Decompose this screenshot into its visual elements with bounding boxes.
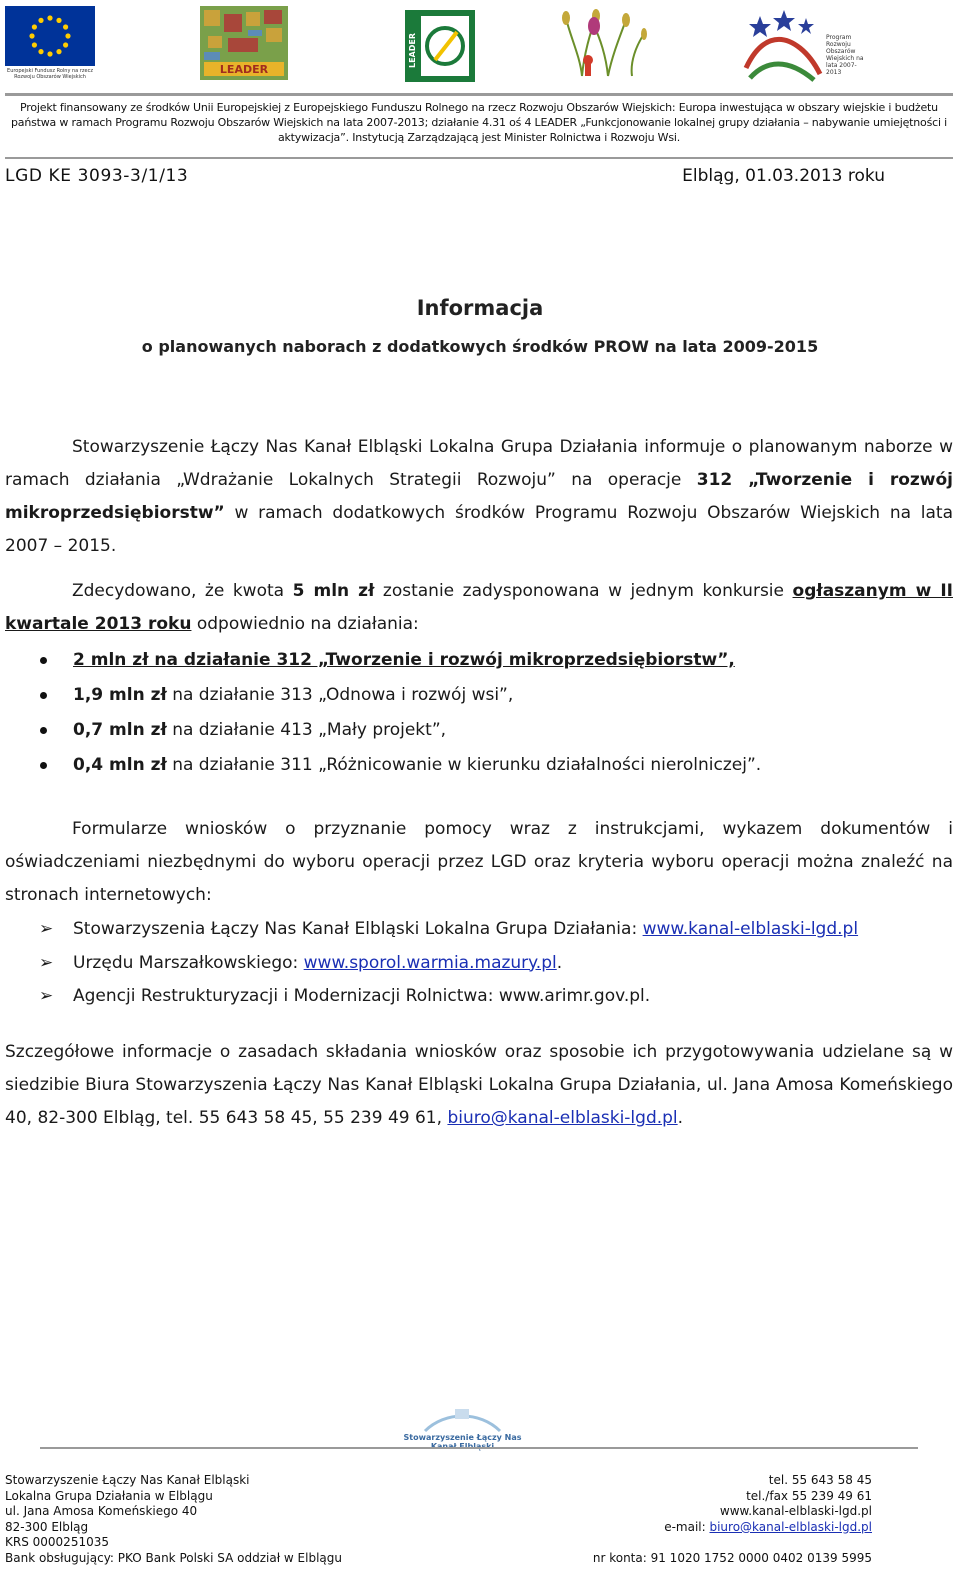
document-title: Informacja [416, 296, 544, 320]
operation-name: 312 „Tworzenie i rozwój mikroprzedsiębiorstw” [5, 470, 953, 523]
prow-caption: Program Rozwoju Obszarów Wiejskich na lata 2007-2013 [826, 34, 864, 76]
footer-city: 82-300 Elbląg [5, 1519, 89, 1534]
header-bottom-rule [5, 157, 953, 159]
footer-org-name: Stowarzyszenie Łączy Nas Kanał Elbląski [5, 1473, 250, 1487]
allocation-item [5, 713, 953, 748]
footer-address [5, 1473, 342, 1567]
footer-org-subname: Lokalna Grupa Działania w Elblągu [5, 1488, 213, 1503]
total-amount: 5 mln zł [292, 581, 375, 601]
project-funding-note: Projekt finansowany ze środków Unii Europejskiej z Europejskiego Funduszu Rolnego na rzecz Rozwoju Obszarów Wiejskich: Europa inwestująca w obszary wiejskie i budżetu państwa w ramach Programu Rozwoju Obszarów Wiejskich na lata 2007-2013; działanie 4.31 oś 4 LEADER „Funkcjonowanie lokalnej grupy działania – nabywanie umiejętności i aktywizacja”. Instytucją Zarządzającą jest Minister Rolnictwa i Rozwoju Wsi. [11, 101, 947, 144]
eu-fund-caption: Europejski Fundusz Rolny na rzecz Rozwoju Obszarów Wiejskich [7, 68, 93, 80]
document-date: Elbląg, 01.03.2013 roku [682, 166, 885, 186]
forms-text: Formularze wniosków o przyznanie pomocy wraz z instrukcjami, wykazem dokumentów i oświadczeniami niezbędnymi do wyboru operacji przez LGD oraz kryteria wyboru operacji można znaleźć na stronach internetowych: [5, 819, 953, 905]
bullet-icon [40, 727, 47, 734]
website-item [5, 913, 953, 947]
budget-paragraph [5, 575, 953, 641]
allocation-description: na działanie 311 „Różnicowanie w kierunku działalności nierolniczej”. [166, 755, 762, 775]
contact-text: Szczegółowe informacje o zasadach składania wniosków oraz sposobie ich przygotowywania udzielane są w siedzibie Biura Stowarzyszenia Łączy Nas Kanał Elbląski Lokalna Grupa Działania, ul. Jana Amosa Komeńskiego 40, 82-300 Elbląg, tel. 55 643 58 45, 55 239 49 61, [5, 1042, 953, 1128]
footer-website: www.kanal-elblaski-lgd.pl [719, 1504, 872, 1519]
website-list [5, 913, 953, 1014]
allocation-item [5, 748, 953, 783]
footer-email-link[interactable]: biuro@kanal-elblaski-lgd.pl [709, 1519, 872, 1534]
allocation-amount: 0,7 mln zł [73, 720, 167, 740]
website-label: Stowarzyszenia Łączy Nas Kanał Elbląski Lokalna Grupa Działania: [73, 919, 643, 939]
website-label: Urzędu Marszałkowskiego: [73, 952, 304, 973]
allocation-list [5, 643, 953, 783]
arrow-bullet-icon: ➢ [39, 952, 54, 973]
footer-bank: Bank obsługujący: PKO Bank Polski SA oddział w Elblągu [5, 1550, 342, 1565]
contact-email-link[interactable]: biuro@kanal-elblaski-lgd.pl [447, 1108, 678, 1128]
allocation-amount: 2 mln zł na działanie 312 „Tworzenie i rozwój mikroprzedsiębiorstw”, [73, 650, 735, 670]
allocation-description: na działanie 313 „Odnowa i rozwój wsi”, [166, 685, 514, 705]
contact-paragraph [5, 1036, 953, 1135]
footer-contact [593, 1473, 872, 1567]
website-label: Agencji Restrukturyzacji i Modernizacji Rolnictwa: www.arimr.gov.pl. [73, 986, 651, 1006]
footer-spacer [593, 1535, 872, 1551]
document-subtitle: o planowanych naborach z dodatkowych środków PROW na lata 2009-2015 [141, 337, 819, 356]
footer-email-line [593, 1520, 872, 1536]
footer-email-label: e-mail: [664, 1519, 710, 1534]
leader-logo-text: LEADER [219, 63, 269, 76]
website-link[interactable]: www.sporol.warmia.mazury.pl [303, 952, 557, 973]
budget-text-start: Zdecydowano, że kwota [72, 581, 293, 601]
reference-line [5, 166, 953, 188]
eu-flag-icon [5, 6, 95, 66]
arrow-bullet-icon: ➢ [39, 919, 54, 939]
arrow-bullet-icon: ➢ [39, 986, 54, 1006]
prow-logo [740, 8, 865, 84]
leader-vertical-text: LEADER [408, 32, 417, 68]
bullet-icon [40, 692, 47, 699]
allocation-amount: 0,4 mln zł [73, 755, 167, 775]
header-top-rule [5, 93, 953, 96]
logo-strip [0, 6, 960, 92]
allocation-amount: 1,9 mln zł [73, 685, 167, 705]
footer-krs: KRS 0000251035 [5, 1535, 109, 1550]
footer-phone: tel. 55 643 58 45 [768, 1473, 872, 1487]
budget-text-middle: zostanie zadysponowana w jednym konkursie [374, 581, 793, 601]
bullet-icon [40, 657, 47, 664]
footer-fax: tel./fax 55 239 49 61 [746, 1488, 872, 1503]
budget-text-end: odpowiednio na działania: [191, 614, 419, 634]
document-reference: LGD KE 3093-3/1/13 [5, 166, 189, 186]
website-after: . [556, 952, 563, 973]
contact-after: . [677, 1108, 684, 1128]
website-item [5, 947, 953, 981]
footer-rule [40, 1447, 918, 1449]
stamp-text: Stowarzyszenie Łączy Nas [403, 1433, 522, 1442]
bullet-icon [40, 762, 47, 769]
footer-street: ul. Jana Amosa Komeńskiego 40 [5, 1504, 198, 1519]
allocation-item [5, 643, 953, 678]
forms-paragraph [5, 813, 953, 912]
allocation-description: na działanie 413 „Mały projekt”, [166, 720, 447, 740]
announcement-text-end: w ramach dodatkowych środków Programu Rozwoju Obszarów Wiejskich na lata 2007 – 2015. [5, 503, 953, 556]
announcement-paragraph [5, 431, 953, 563]
eu-flag-logo [5, 6, 95, 86]
lgd-plant-logo [560, 6, 650, 80]
announcement-text-start: Stowarzyszenie Łączy Nas Kanał Elbląski Lokalna Grupa Działania informuje o planowanym naborze w ramach działania „Wdrażanie Lokalnych Strategii Rozwoju” na operacje [5, 437, 953, 490]
leader-eu-logo [405, 10, 475, 82]
call-period: ogłaszanym w II kwartale 2013 roku [5, 581, 953, 634]
footer-account-number: nr konta: 91 1020 1752 0000 0402 0139 5995 [592, 1550, 872, 1565]
leader-mosaic-logo [200, 6, 288, 80]
website-item [5, 980, 953, 1014]
allocation-item [5, 678, 953, 713]
website-link[interactable]: www.kanal-elblaski-lgd.pl [642, 919, 859, 939]
